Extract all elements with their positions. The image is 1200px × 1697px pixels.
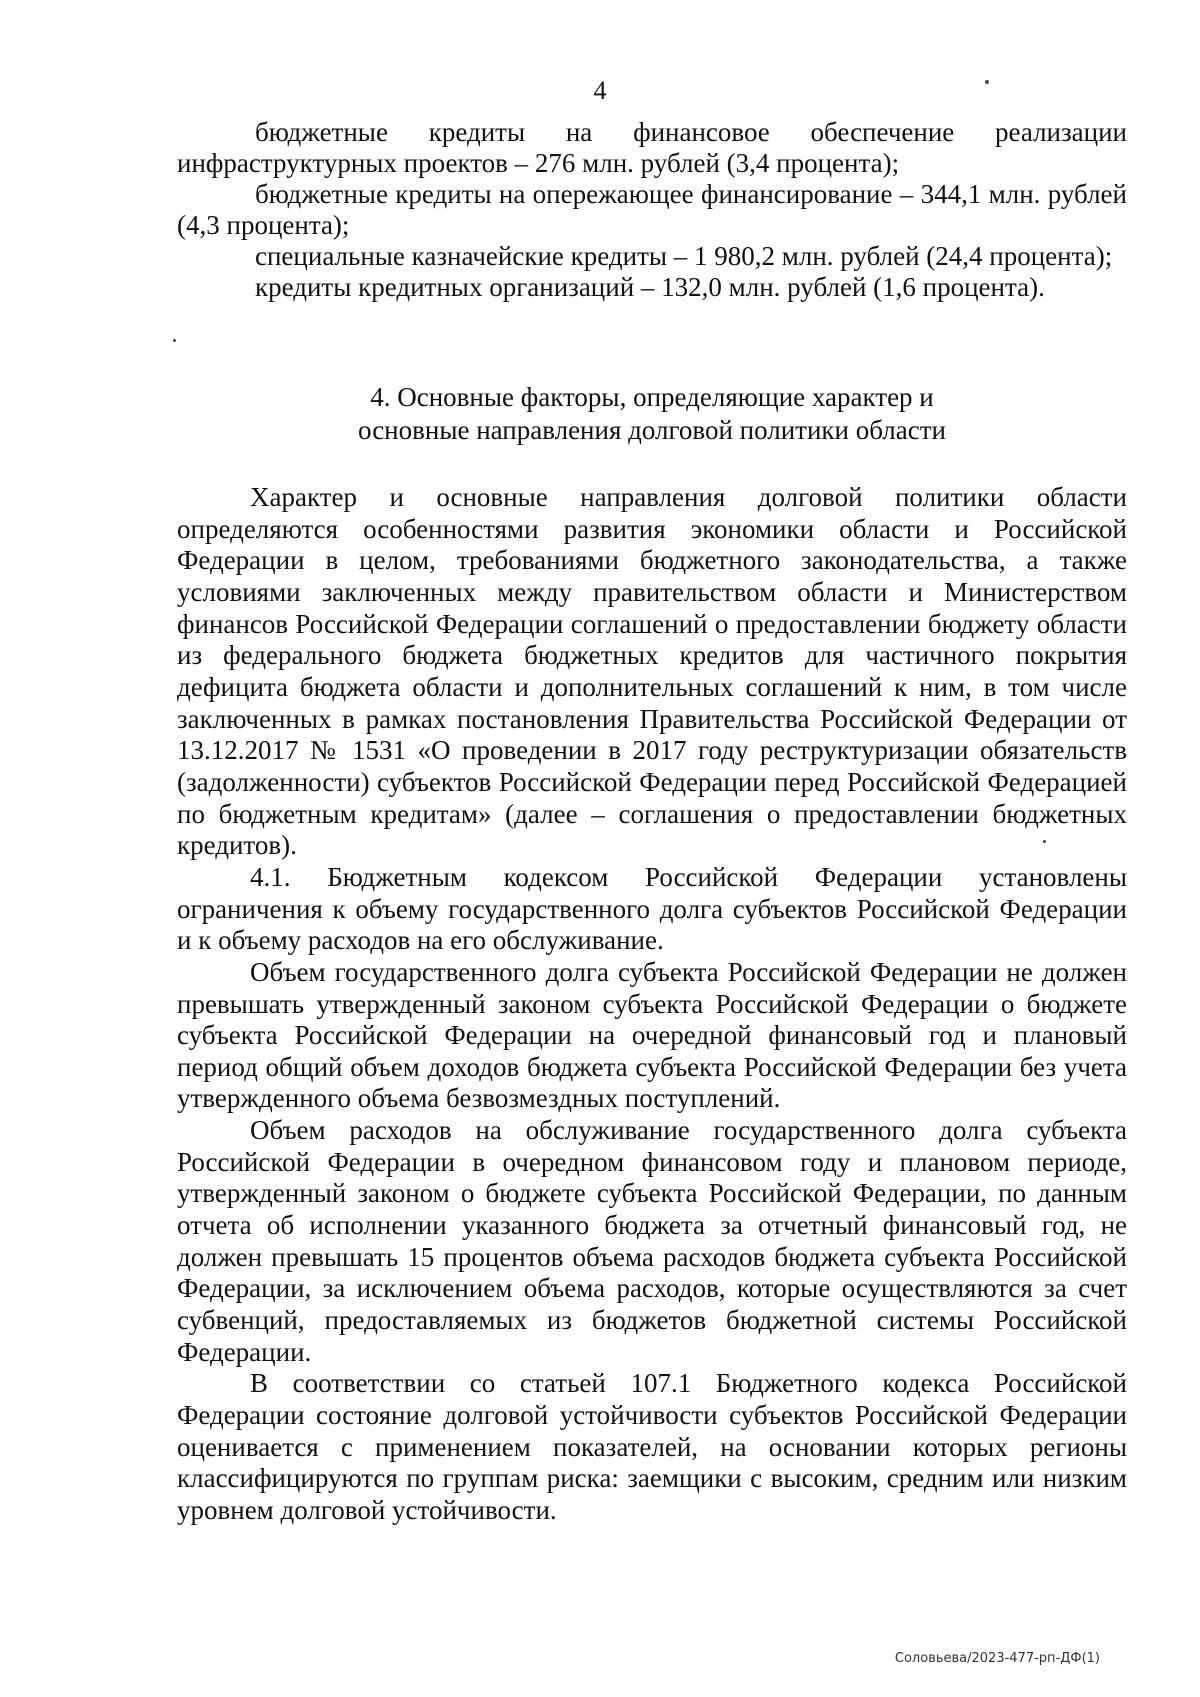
scan-speck <box>985 80 989 84</box>
section-body <box>177 482 1127 1527</box>
paragraph: Характер и основные направления долговой политики области определяются особенностями развития экономики области и Российской Федерации в целом, требованиями бюджетного законодательства, а также условиями заключенных между правительством области и Министерством финансов Российской Федерации соглашений о предоставлении бюджету области из федерального бюджета бюджетных кредитов для частичного покрытия дефицита бюджета области и дополнительных соглашений к ним, в том числе заключенных в рамках постановления Правительства Российской Федерации от 13.12.2017 № 1531 «О проведении в 2017 году реструктуризации обязательств (задолженности) субъектов Российской Федерации перед Российской Федерацией по бюджетным кредитам» (далее – соглашения о предоставлении бюджетных кредитов). <box>177 482 1127 861</box>
scan-speck <box>173 339 176 342</box>
credit-list <box>177 117 1127 303</box>
list-item: кредиты кредитных организаций – 132,0 млн. рублей (1,6 процента). <box>255 272 1045 302</box>
paragraph: В соответствии со статьей 107.1 Бюджетного кодекса Российской Федерации состояние долговой устойчивости субъектов Российской Федерации оценивается с применением показателей, на основании которых регионы классифицируются по группам риска: заемщики с высоким, средним или низким уровнем долговой устойчивости. <box>177 1368 1127 1525</box>
list-item: специальные казначейские кредиты – 1 980,2 млн. рублей (24,4 процента); <box>255 241 1113 271</box>
paragraph: Объем расходов на обслуживание государственного долга субъекта Российской Федерации в очередном финансовом году и плановом периоде, утвержденный законом о бюджете субъекта Российской Федерации, по данным отчета об исполнении указанного бюджета за отчетный финансовый год, не должен превышать 15 процентов объема расходов бюджета субъекта Российской Федерации, за исключением объема расходов, которые осуществляются за счет субвенций, предоставляемых из бюджетов бюджетной системы Российской Федерации. <box>177 1115 1127 1367</box>
paragraph: Объем государственного долга субъекта Российской Федерации не должен превышать утвержденный законом субъекта Российской Федерации о бюджете субъекта Российской Федерации на очередной финансовый год и плановый период общий объем доходов бюджета субъекта Российской Федерации без учета утвержденного объема безвозмездных поступлений. <box>177 956 1127 1114</box>
page-number: 4 <box>593 76 607 105</box>
scan-speck <box>1043 840 1046 843</box>
section-heading <box>177 381 1127 447</box>
list-item: бюджетные кредиты на финансовое обеспечение реализации инфраструктурных проектов – 276 млн. рублей (3,4 процента); <box>177 117 1127 178</box>
section-heading-line: 4. Основные факторы, определяющие характер и <box>370 382 934 412</box>
document-code: Соловьева/2023-477-рп-ДФ(1) <box>894 1651 1100 1666</box>
list-item: бюджетные кредиты на опережающее финансирование – 344,1 млн. рублей (4,3 процента); <box>177 179 1127 240</box>
paragraph: 4.1. Бюджетным кодексом Российской Федерации установлены ограничения к объему государственного долга субъектов Российской Федерации и к объему расходов на его обслуживание. <box>177 861 1127 956</box>
section-heading-line: основные направления долговой политики области <box>358 415 946 445</box>
